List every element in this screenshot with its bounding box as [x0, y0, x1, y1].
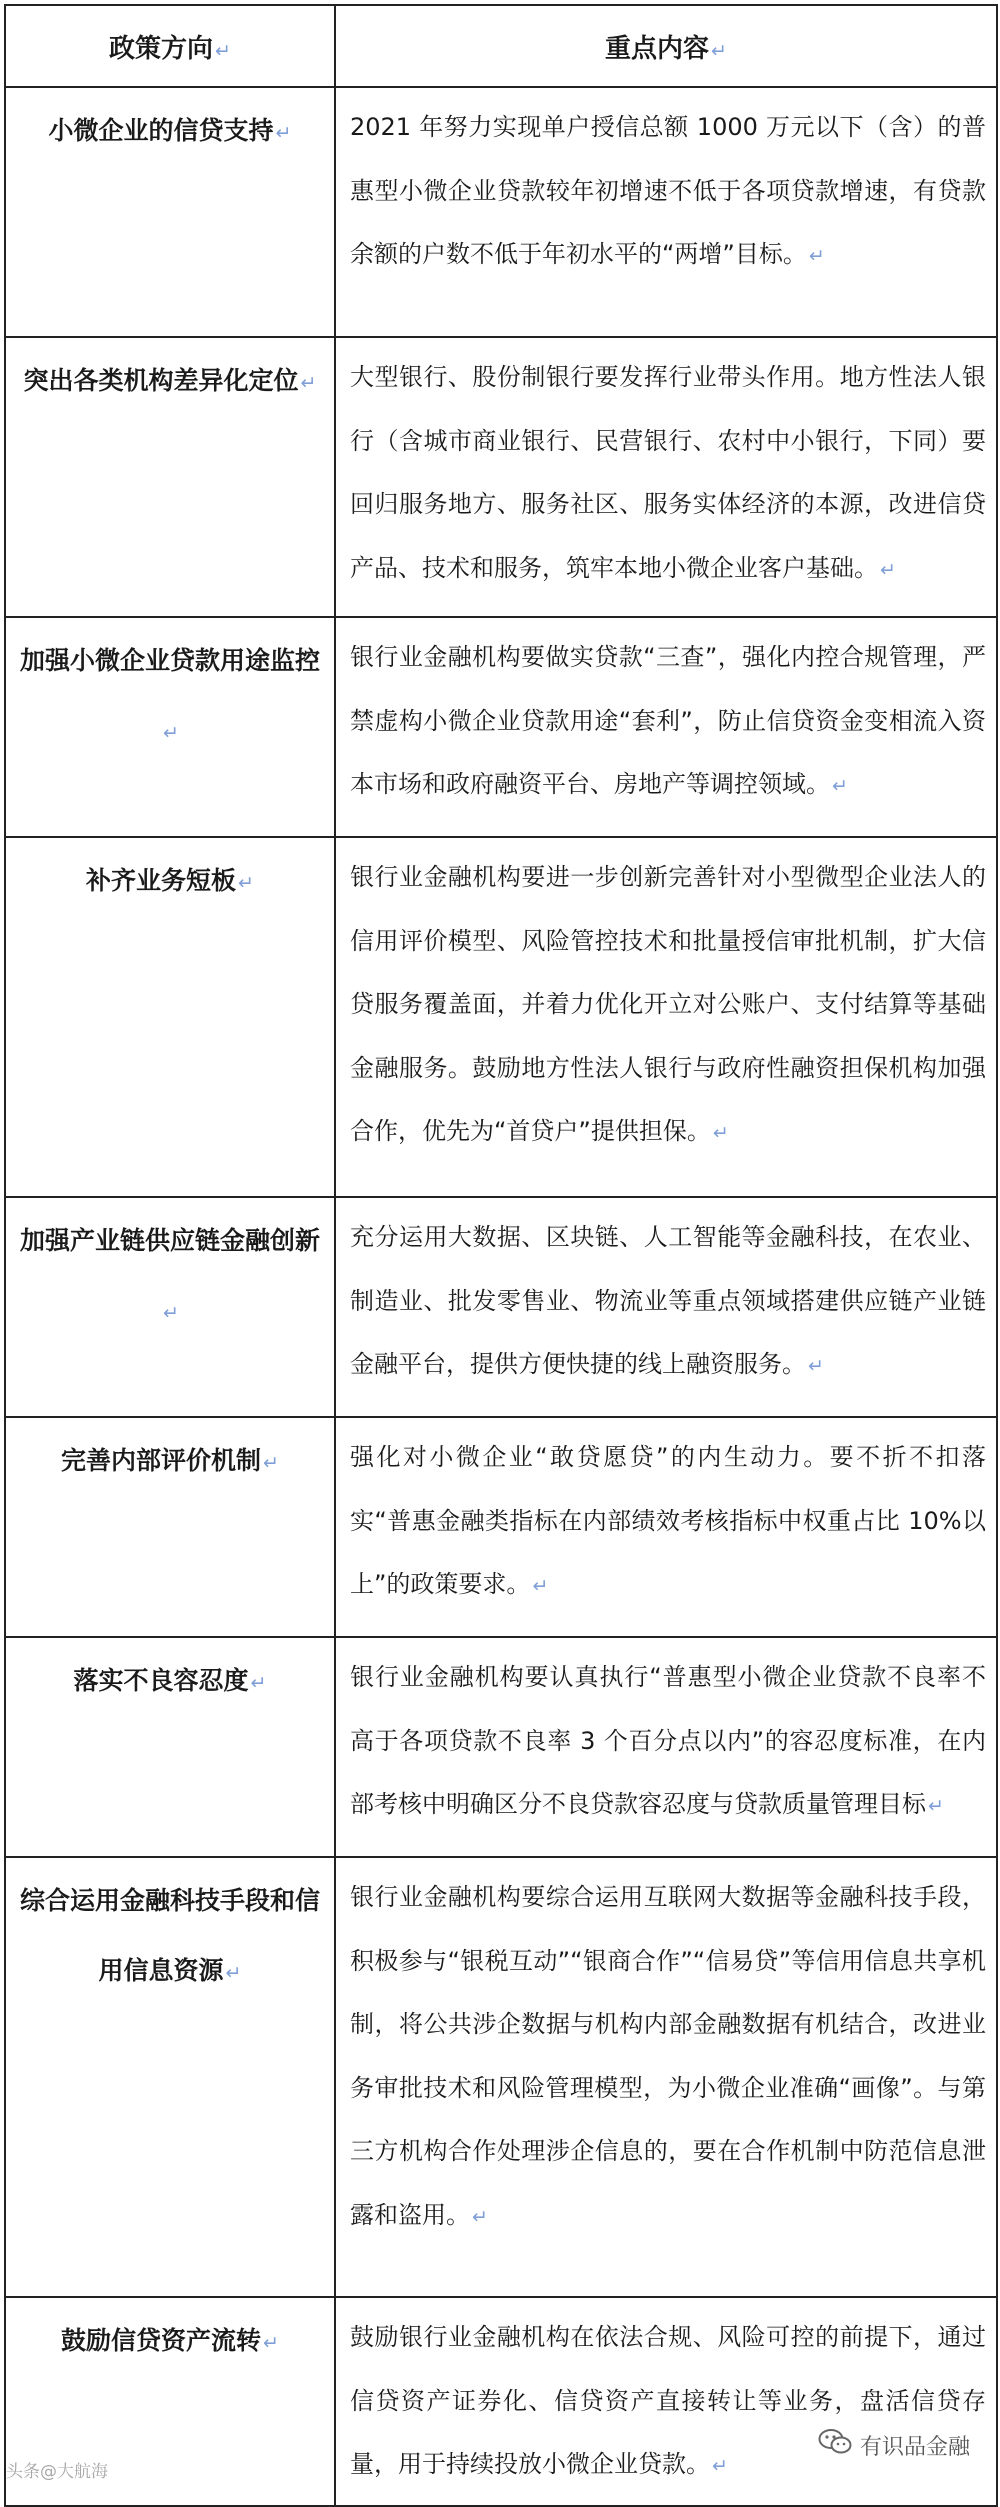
paragraph-mark: ↵	[275, 122, 292, 144]
policy-content-cell	[335, 337, 997, 617]
policy-direction-cell	[5, 337, 335, 617]
table-row	[5, 337, 997, 617]
policy-direction-cell	[5, 87, 335, 337]
paragraph-mark: ↵	[263, 1452, 279, 1474]
watermark-source: 头条@大航海	[6, 2462, 108, 2482]
policy-content-cell	[335, 1637, 997, 1857]
header-direction-label: 政策方向	[109, 33, 214, 64]
policy-direction-cell	[5, 1857, 335, 2297]
paragraph-mark: ↵	[250, 1672, 267, 1694]
table-row	[5, 617, 997, 837]
policy-direction: 完善内部评价机制	[61, 1446, 262, 1475]
policy-content-cell	[335, 837, 997, 1197]
watermark-brand-text: 有识品金融	[859, 2434, 970, 2460]
policy-content-cell	[335, 617, 997, 837]
policy-direction-cell	[5, 617, 335, 837]
table-row	[5, 87, 997, 337]
policy-content-cell	[335, 87, 997, 337]
paragraph-mark: ↵	[238, 872, 254, 894]
paragraph-mark: ↵	[928, 1795, 944, 1817]
policy-content: 银行业金融机构要做实贷款“三查”，强化内控合规管理，严禁虚构小微企业贷款用途“套利”，防止信贷资金变相流入资本市场和政府融资平台、房地产等调控领域。	[350, 643, 986, 798]
policy-direction: 突出各类机构差异化定位	[23, 366, 299, 395]
table-row	[5, 1857, 997, 2297]
policy-content: 强化对小微企业“敢贷愿贷”的内生动力。要不折不扣落实“普惠金融类指标在内部绩效考核指标中权重占比 10%以上”的政策要求。	[350, 1443, 986, 1598]
table-row	[5, 1197, 997, 1417]
policy-content: 银行业金融机构要进一步创新完善针对小型微型企业法人的信用评价模型、风险管控技术和批量授信审批机制，扩大信贷服务覆盖面，并着力优化开立对公账户、支付结算等基础金融服务。鼓励地方性法人银行与政府性融资担保机构加强合作，优先为“首贷户”提供担保。	[350, 863, 986, 1145]
paragraph-mark: ↵	[163, 722, 179, 744]
policy-content-cell	[335, 1417, 997, 1637]
paragraph-mark: ↵	[215, 39, 231, 62]
policy-direction: 综合运用金融科技手段和信用信息资源	[19, 1886, 320, 1985]
table-header	[5, 5, 997, 87]
paragraph-mark: ↵	[163, 1302, 179, 1324]
wechat-icon	[818, 2428, 852, 2462]
policy-direction: 落实不良容忍度	[73, 1666, 249, 1695]
policy-direction: 小微企业的信贷支持	[48, 116, 274, 145]
policy-content: 银行业金融机构要认真执行“普惠型小微企业贷款不良率不高于各项贷款不良率 3 个百分点以内”的容忍度标准，在内部考核中明确区分不良贷款容忍度与贷款质量管理目标	[350, 1663, 986, 1818]
table-row	[5, 2297, 997, 2506]
policy-table	[4, 4, 998, 2507]
paragraph-mark: ↵	[300, 372, 317, 394]
policy-direction: 鼓励信贷资产流转	[61, 2326, 262, 2355]
policy-content: 银行业金融机构要综合运用互联网大数据等金融科技手段，积极参与“银税互动”“银商合作”“信易贷”等信用信息共享机制，将公共涉企数据与机构内部金融数据有机结合，改进业务审批技术和风险管理模型，为小微企业准确“画像”。与第三方机构合作处理涉企信息的，要在合作机制中防范信息泄露和盗用。	[350, 1883, 986, 2229]
paragraph-mark: ↵	[808, 245, 825, 267]
paragraph-mark: ↵	[712, 1122, 729, 1144]
paragraph-mark: ↵	[880, 558, 896, 581]
header-content-label: 重点内容	[605, 33, 710, 64]
table-row	[5, 1417, 997, 1637]
paragraph-mark: ↵	[263, 2332, 279, 2354]
paragraph-mark: ↵	[808, 1355, 824, 1377]
paragraph-mark: ↵	[472, 2205, 488, 2228]
table-body	[5, 87, 997, 2506]
header-content	[335, 5, 997, 87]
policy-content-cell	[335, 1857, 997, 2297]
policy-content-cell	[335, 2297, 997, 2506]
policy-content: 2021 年努力实现单户授信总额 1000 万元以下（含）的普惠型小微企业贷款较年初增速不低于各项贷款增速，有贷款余额的户数不低于年初水平的“两增”目标。	[350, 113, 986, 268]
header-row	[5, 5, 997, 87]
policy-content: 鼓励银行业金融机构在依法合规、风险可控的前提下，通过信贷资产证券化、信贷资产直接转让等业务，盘活信贷存量，用于持续投放小微企业贷款。	[350, 2323, 986, 2478]
policy-direction: 补齐业务短板	[86, 866, 237, 895]
paragraph-mark: ↵	[712, 2455, 728, 2477]
policy-direction-cell	[5, 837, 335, 1197]
policy-direction-cell	[5, 1417, 335, 1637]
paragraph-mark: ↵	[225, 1962, 242, 1984]
policy-direction: 加强产业链供应链金融创新	[19, 1226, 320, 1255]
table-row	[5, 837, 997, 1197]
policy-direction-cell	[5, 1637, 335, 1857]
watermark-brand	[818, 2428, 970, 2462]
policy-content-cell	[335, 1197, 997, 1417]
table-row	[5, 1637, 997, 1857]
paragraph-mark: ↵	[711, 39, 727, 62]
policy-content: 大型银行、股份制银行要发挥行业带头作用。地方性法人银行（含城市商业银行、民营银行、农村中小银行，下同）要回归服务地方、服务社区、服务实体经济的本源，改进信贷产品、技术和服务，筑牢本地小微企业客户基础。	[350, 363, 986, 582]
policy-content: 充分运用大数据、区块链、人工智能等金融科技，在农业、制造业、批发零售业、物流业等重点领域搭建供应链产业链金融平台，提供方便快捷的线上融资服务。	[350, 1223, 986, 1378]
paragraph-mark: ↵	[832, 775, 848, 797]
header-direction	[5, 5, 335, 87]
paragraph-mark: ↵	[532, 1575, 549, 1597]
policy-direction: 加强小微企业贷款用途监控	[19, 646, 320, 675]
policy-direction-cell	[5, 1197, 335, 1417]
